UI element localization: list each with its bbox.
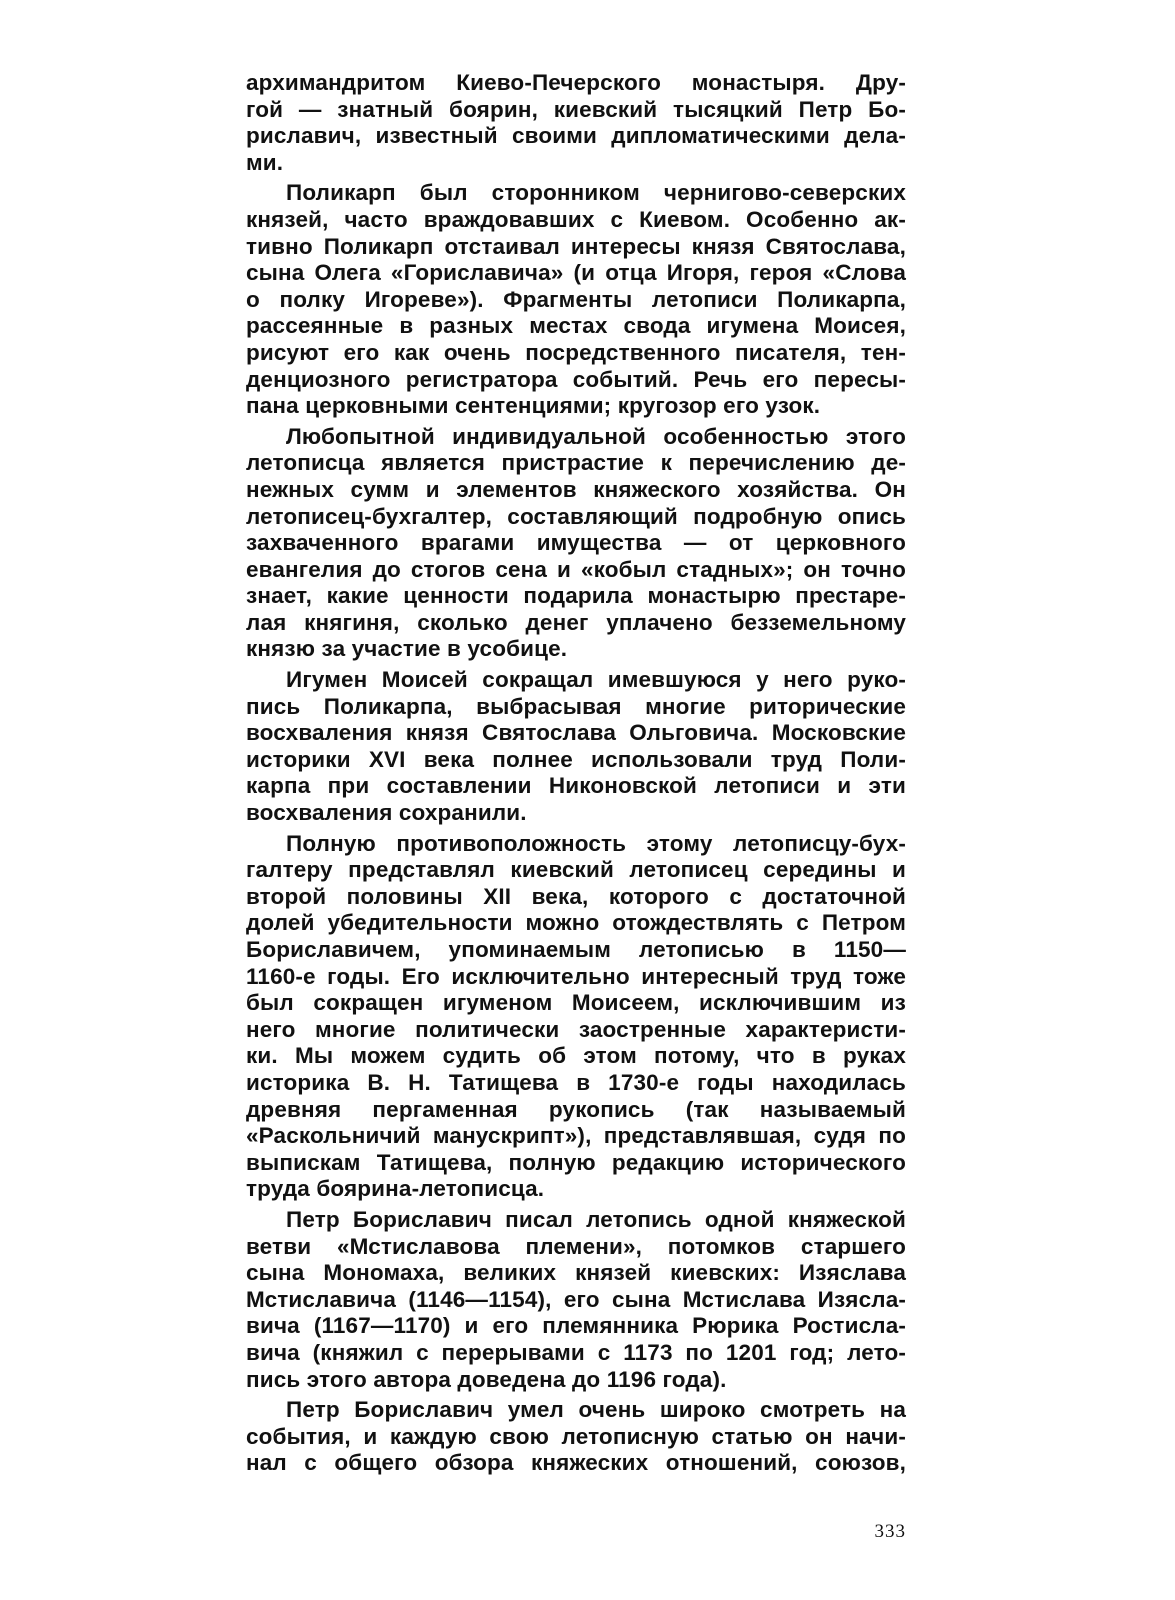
- text-line: Петр Бориславич умел очень широко смотреть на: [286, 1397, 906, 1423]
- text-line: пана церковными сентенциями; кругозор его узок.: [246, 393, 821, 419]
- text-line: Мстиславича (1146—1154), его сына Мстислава Изясла-: [246, 1286, 906, 1312]
- text-line: князей, часто враждовавших с Киевом. Особенно ак-: [246, 206, 906, 232]
- text-line: Поликарп был сторонником чернигово-северских: [286, 180, 906, 206]
- text-line: сына Мономаха, великих князей киевских: Изяслава: [246, 1260, 906, 1286]
- text-line: пись Поликарпа, выбрасывая многие риторические: [246, 693, 906, 719]
- text-line: историка В. Н. Татищева в 1730-е годы находилась: [246, 1069, 906, 1095]
- text-line: знает, какие ценности подарила монастырю престаре-: [246, 583, 906, 609]
- text-line: Полную противоположность этому летописцу-бух-: [286, 830, 906, 856]
- paragraph-3: [246, 424, 906, 663]
- text-line: труда боярина-летописца.: [246, 1176, 545, 1202]
- page-text: [246, 70, 906, 1477]
- text-line: древняя пергаменная рукопись (так называемый: [246, 1096, 906, 1122]
- text-line: пись этого автора доведена до 1196 года).: [246, 1366, 727, 1392]
- text-line: историки XVI века полнее использовали труд Поли-: [246, 746, 906, 772]
- text-line: тивно Поликарп отстаивал интересы князя Святослава,: [246, 233, 906, 259]
- paragraph-7: [246, 1397, 906, 1477]
- text-line: евангелия до стогов сена и «кобыл стадных»; он точно: [246, 556, 906, 582]
- text-line: Игумен Моисей сокращал имевшуюся у него руко-: [286, 667, 906, 693]
- text-line: о полку Игореве»). Фрагменты летописи Поликарпа,: [246, 286, 906, 312]
- page-number: 333: [874, 1521, 906, 1542]
- paragraph-1: [246, 70, 906, 176]
- text-line: рассеянные в разных местах свода игумена Моисея,: [246, 313, 906, 339]
- text-line: лая княгиня, сколько денег уплачено безземельному: [246, 609, 906, 635]
- text-line: восхваления сохранили.: [246, 800, 527, 826]
- text-line: «Раскольничий манускрипт»), представлявшая, судя по: [246, 1123, 906, 1149]
- text-line: риславич, известный своими дипломатическими дела-: [246, 123, 906, 149]
- text-line: него многие политически заостренные характеристи-: [246, 1016, 906, 1042]
- text-line: Бориславичем, упоминаемым летописью в 1150—: [246, 937, 906, 962]
- text-line: нал с общего обзора княжеских отношений, союзов,: [246, 1450, 906, 1476]
- text-line: второй половины XII века, которого с достаточной: [246, 883, 906, 909]
- text-line: карпа при составлении Никоновской летописи и эти: [246, 773, 906, 799]
- paragraph-2: [246, 180, 906, 419]
- text-line: рисуют его как очень посредственного писателя, тен-: [246, 339, 906, 365]
- text-line: восхваления князя Святослава Ольговича. Московские: [246, 720, 906, 746]
- text-line: ветви «Мстиславова племени», потомков старшего: [246, 1233, 906, 1259]
- text-line: денциозного регистратора событий. Речь его пересы-: [246, 366, 906, 392]
- text-line: сына Олега «Гориславича» (и отца Игоря, героя «Слова: [246, 260, 906, 286]
- text-line: ми.: [246, 149, 284, 175]
- text-line: летописец-бухгалтер, составляющий подробную опись: [246, 503, 906, 529]
- text-line: захваченного врагами имущества — от церковного: [246, 530, 906, 556]
- text-line: Любопытной индивидуальной особенностью этого: [286, 423, 906, 449]
- text-line: князю за участие в усобице.: [246, 636, 568, 662]
- text-line: гой — знатный боярин, киевский тысяцкий Петр Бо-: [246, 96, 906, 122]
- text-line: долей убедительности можно отождествлять с Петром: [246, 910, 906, 936]
- text-line: Петр Бориславич писал летопись одной княжеской: [286, 1206, 906, 1232]
- text-line: 1160-е годы. Его исключительно интересный труд тоже: [246, 963, 906, 989]
- text-line: вича (княжил с перерывами с 1173 по 1201 год; лето-: [246, 1339, 906, 1365]
- paragraph-6: [246, 1207, 906, 1393]
- text-line: был сокращен игуменом Моисеем, исключившим из: [246, 990, 906, 1016]
- text-line: галтеру представлял киевский летописец середины и: [246, 857, 906, 883]
- text-line: вича (1167—1170) и его племянника Рюрика Ростисла-: [246, 1313, 906, 1339]
- text-line: события, и каждую свою летописную статью он начи-: [246, 1423, 906, 1449]
- text-line: выпискам Татищева, полную редакцию исторического: [246, 1149, 906, 1175]
- paragraph-4: [246, 667, 906, 827]
- text-line: ки. Мы можем судить об этом потому, что в руках: [246, 1043, 906, 1069]
- text-line: летописца является пристрастие к перечислению де-: [246, 450, 906, 476]
- paragraph-5: [246, 831, 906, 1203]
- text-line: нежных сумм и элементов княжеского хозяйства. Он: [246, 476, 906, 502]
- text-line: архимандритом Киево-Печерского монастыря. Дру-: [246, 70, 906, 95]
